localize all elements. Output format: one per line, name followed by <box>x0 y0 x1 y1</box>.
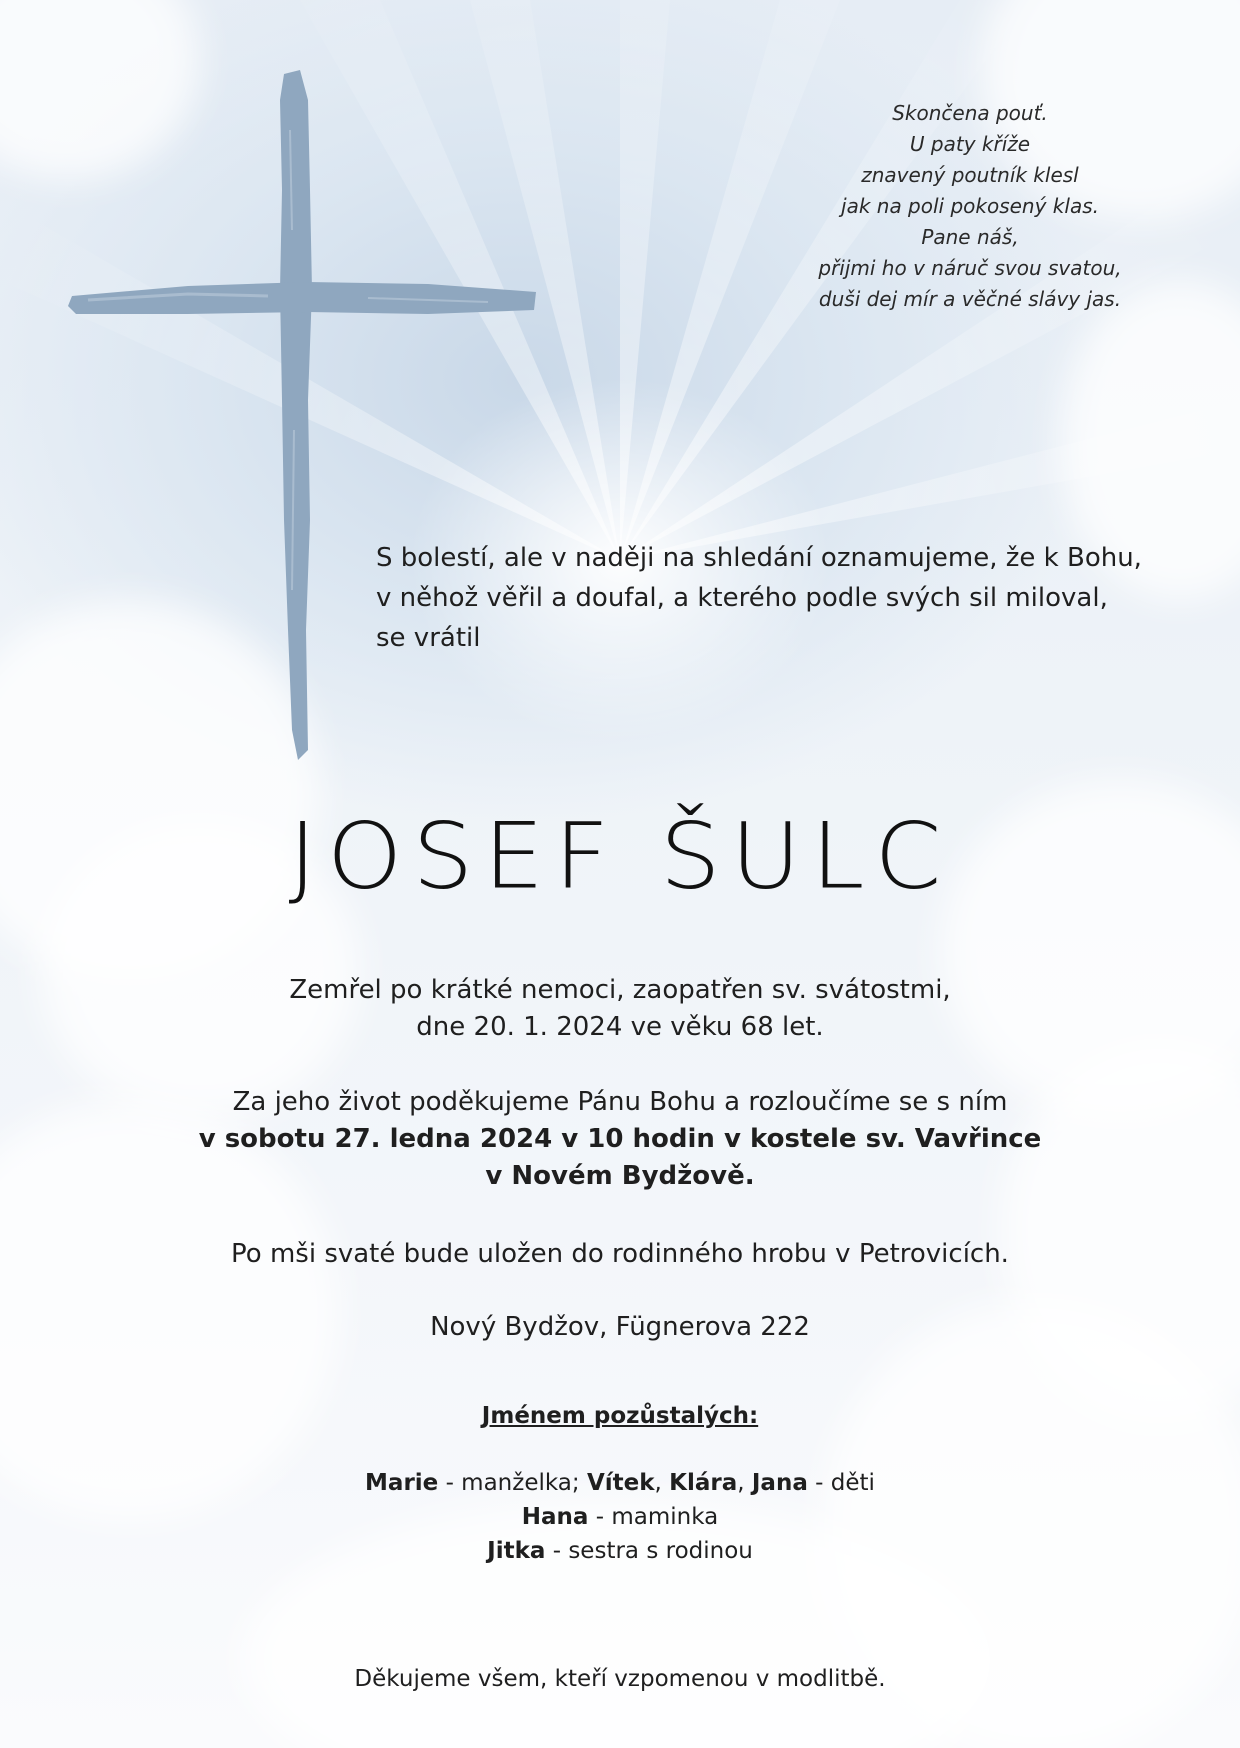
mourners-list <box>0 1466 1240 1568</box>
intro-line: se vrátil <box>376 623 481 653</box>
mourner-relation: - sestra s rodinou <box>545 1538 753 1564</box>
mourners-row <box>0 1534 1240 1568</box>
mourner-name: Hana <box>521 1504 589 1530</box>
closing-thanks: Děkujeme všem, kteří vzpomenou v modlitbě. <box>354 1666 886 1692</box>
mourners-row <box>0 1466 1240 1500</box>
intro-line: v něhož věřil a doufal, a kterého podle svých sil miloval, <box>376 583 1108 613</box>
poem-line: duši dej mír a věčné slávy jas. <box>818 287 1122 311</box>
death-line: dne 20. 1. 2024 ve věku 68 let. <box>416 1012 824 1042</box>
mourner-relation: - děti <box>807 1470 875 1496</box>
death-details <box>0 972 1240 1046</box>
cross-icon <box>68 70 538 770</box>
mourner-relation: - manželka; <box>438 1470 587 1496</box>
mourner-name: Marie <box>365 1470 439 1496</box>
mourner-name: Jana <box>751 1470 808 1496</box>
poem-line: přijmi ho v náruč svou svatou, <box>818 256 1122 280</box>
mourner-name: Vítek <box>586 1470 655 1496</box>
deceased-name: JOSEF ŠULC <box>288 802 952 910</box>
funeral-place: v Novém Bydžově. <box>485 1161 755 1191</box>
family-address: Nový Bydžov, Fügnerova 222 <box>430 1312 810 1342</box>
mourner-name: Jitka <box>487 1538 546 1564</box>
intro-line: S bolestí, ale v naději na shledání oznamujeme, že k Bohu, <box>376 543 1142 573</box>
mourner-name: Klára <box>669 1470 738 1496</box>
poem-line: Pane náš, <box>921 225 1019 249</box>
separator: , <box>654 1470 670 1496</box>
funeral-details <box>0 1084 1240 1195</box>
poem-line: jak na poli pokosený klas. <box>841 194 1099 218</box>
poem <box>760 98 1180 315</box>
poem-line: U paty kříže <box>909 132 1031 156</box>
poem-line: Skončena pouť. <box>892 101 1048 125</box>
burial-note: Po mši svaté bude uložen do rodinného hrobu v Petrovicích. <box>231 1239 1009 1269</box>
separator: , <box>737 1470 752 1496</box>
announcement-intro <box>376 538 1196 658</box>
poem-line: znavený poutník klesl <box>861 163 1079 187</box>
mourner-relation: - maminka <box>588 1504 719 1530</box>
funeral-date: v sobotu 27. ledna 2024 v 10 hodin v kostele sv. Vavřince <box>198 1124 1042 1154</box>
mourners-heading: Jménem pozůstalých: <box>481 1403 759 1429</box>
death-line: Zemřel po krátké nemoci, zaopatřen sv. svátostmi, <box>289 975 951 1005</box>
funeral-line: Za jeho život poděkujeme Pánu Bohu a rozloučíme se s ním <box>232 1087 1008 1117</box>
mourners-row <box>0 1500 1240 1534</box>
